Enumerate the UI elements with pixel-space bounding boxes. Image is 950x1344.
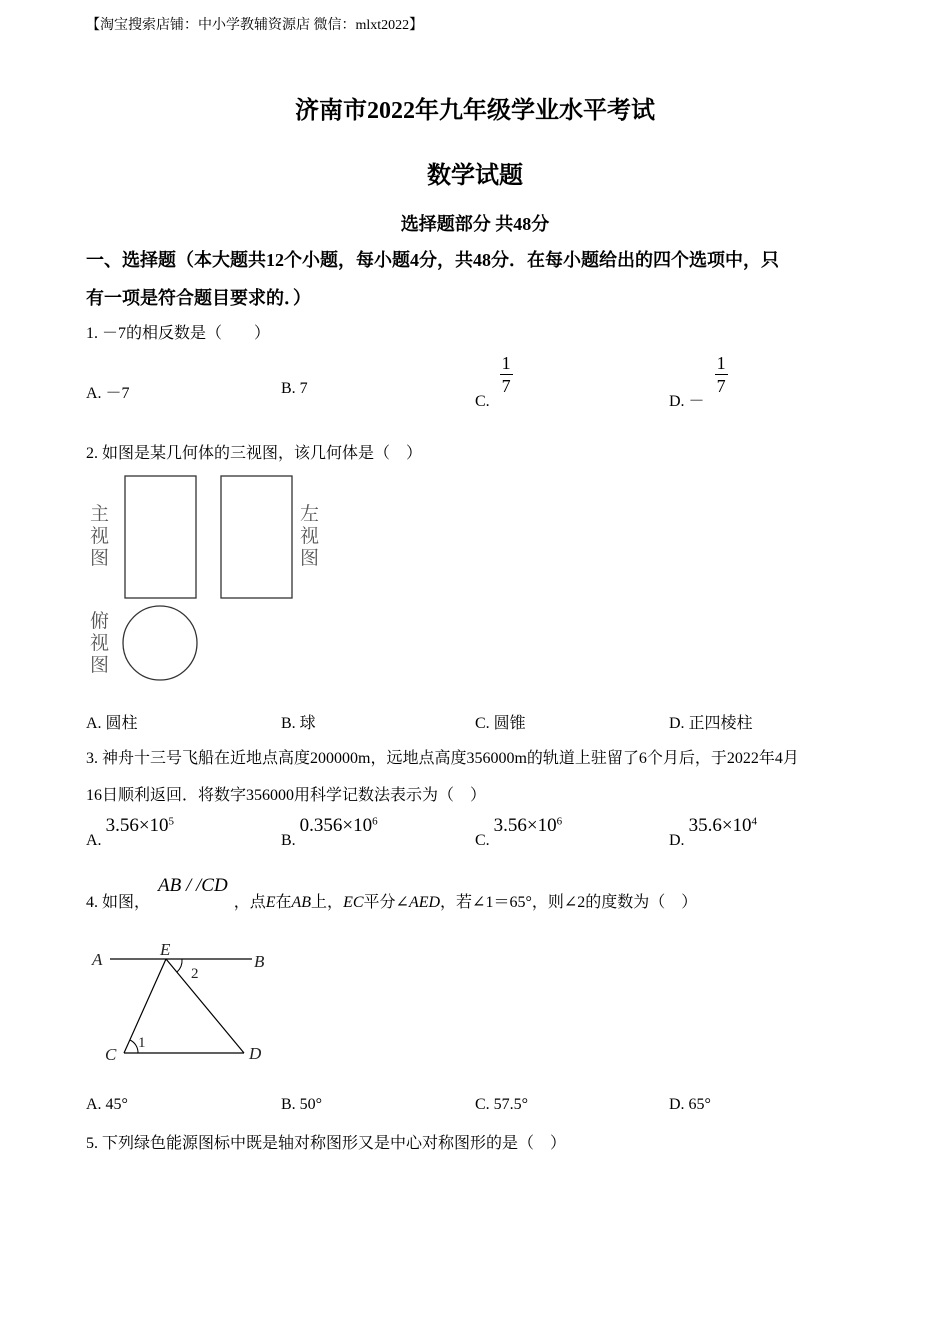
exam-title: 济南市2022年九年级学业水平考试 <box>295 98 655 124</box>
q4-text-1: ，点 <box>233 894 266 911</box>
angle-1-label: 1 <box>138 1035 146 1051</box>
q5-stem: 5. 下列绿色能源图标中既是轴对称图形又是中心对称图形的是（ ） <box>86 1135 567 1152</box>
section-heading: 选择题部分 共48分 <box>400 214 550 234</box>
point-e-label: E <box>160 940 171 959</box>
left-view-label-3: 图 <box>300 548 320 569</box>
q1-stem: 1. －7的相反数是（ ） <box>86 325 271 342</box>
q1-c-numerator: 1 <box>501 353 511 373</box>
q4-option-c: C. 57.5° <box>475 1096 529 1113</box>
instructions-line-2: 有一项是符合题目要求的．） <box>86 288 311 308</box>
front-view-label-1: 主 <box>90 504 110 525</box>
top-view-label-2: 视 <box>90 633 110 654</box>
q4-ray-ec: EC <box>343 894 364 911</box>
q2-option-b: B. 球 <box>281 715 316 732</box>
q4-option-b: B. 50° <box>281 1096 323 1113</box>
instructions-line-1: 一、选择题（本大题共12个小题，每小题4分，共48分．在每小题给出的四个选项中，只 <box>86 250 779 270</box>
q1-option-d-label: D. － <box>669 393 705 411</box>
left-view-label-2: 视 <box>300 526 320 547</box>
q3-option-c <box>475 815 563 849</box>
q3-a-exponent: 5 <box>168 815 175 828</box>
point-d-label: D <box>249 1044 262 1063</box>
q3-d-value: 35.6×10 <box>688 815 752 836</box>
top-view-circle <box>123 606 197 680</box>
front-view-label-3: 图 <box>90 548 110 569</box>
q1-option-d <box>669 352 728 411</box>
point-c-label: C <box>105 1045 117 1064</box>
q1-option-c-fraction <box>500 352 513 397</box>
q4-formula: AB / /CD <box>158 875 228 896</box>
q1-option-c-label: C. <box>475 393 490 411</box>
q2-option-c: C. 圆锥 <box>475 715 526 732</box>
point-a-label: A <box>92 950 103 969</box>
parallel-lines-figure <box>84 935 284 1070</box>
q3-option-a <box>86 815 175 849</box>
point-b-label: B <box>254 952 265 971</box>
front-view-rectangle <box>125 476 196 598</box>
exam-subtitle: 数学试题 <box>427 163 523 189</box>
q3-a-value: 3.56×10 <box>105 815 169 836</box>
q2-stem: 2. 如图是某几何体的三视图，该几何体是（ ） <box>86 445 423 462</box>
q3-stem-line-2: 16日顺利返回．将数字356000用科学记数法表示为（ ） <box>86 787 487 804</box>
q4-text-4: 平分∠ <box>363 894 409 911</box>
q4-text-5: ，若∠1＝65°，则∠2的度数为（ ） <box>440 894 698 911</box>
q1-c-denominator: 7 <box>501 376 511 396</box>
q4-prefix: 4. 如图， <box>86 894 151 911</box>
q3-stem-line-1: 3. 神舟十三号飞船在近地点高度200000m，远地点高度356000m的轨道上驻留了6个月后，于2022年4月 <box>86 750 799 767</box>
q1-option-a: A. －7 <box>86 385 130 402</box>
angle-2-arc <box>177 959 182 972</box>
q3-d-label: D. <box>669 832 685 849</box>
q4-text-2: 在 <box>275 894 292 911</box>
page-header: 【淘宝搜索店铺：中小学教辅资源店 微信：mlxt2022】 <box>86 18 424 33</box>
q3-b-exponent: 6 <box>372 815 378 828</box>
angle-1-arc <box>130 1040 138 1053</box>
q3-c-label: C. <box>475 832 490 849</box>
segment-ed <box>166 959 244 1053</box>
q3-b-label: B. <box>281 832 296 849</box>
q3-c-exponent: 6 <box>556 815 563 828</box>
q4-point-e: E <box>265 894 276 911</box>
q4-angle-aed: AED <box>408 894 441 911</box>
q3-option-b <box>281 815 378 849</box>
q3-a-label: A. <box>86 832 102 849</box>
q4-option-d: D. 65° <box>669 1096 711 1113</box>
three-views-figure <box>84 470 334 690</box>
top-view-label-1: 俯 <box>90 611 110 632</box>
q4-line-ab: AB <box>291 894 312 911</box>
q2-option-a: A. 圆柱 <box>86 715 138 732</box>
q1-d-numerator: 1 <box>716 353 726 373</box>
left-view-label-1: 左 <box>300 504 320 525</box>
left-view-rectangle <box>221 476 292 598</box>
q3-d-exponent: 4 <box>751 815 758 828</box>
q3-b-value: 0.356×10 <box>299 815 373 836</box>
q1-option-c <box>475 352 513 411</box>
q1-option-d-fraction <box>715 352 728 397</box>
q4-text-3: 上， <box>311 894 344 911</box>
q4-option-a: A. 45° <box>86 1096 128 1113</box>
front-view-label-2: 视 <box>90 526 110 547</box>
q1-d-denominator: 7 <box>716 376 726 396</box>
q3-option-d <box>669 815 758 849</box>
angle-2-label: 2 <box>191 966 199 982</box>
q1-option-b: B. 7 <box>281 380 308 397</box>
q3-c-value: 3.56×10 <box>493 815 557 836</box>
q4-stem <box>86 873 698 911</box>
q2-option-d: D. 正四棱柱 <box>669 715 753 732</box>
top-view-label-3: 图 <box>90 655 110 676</box>
